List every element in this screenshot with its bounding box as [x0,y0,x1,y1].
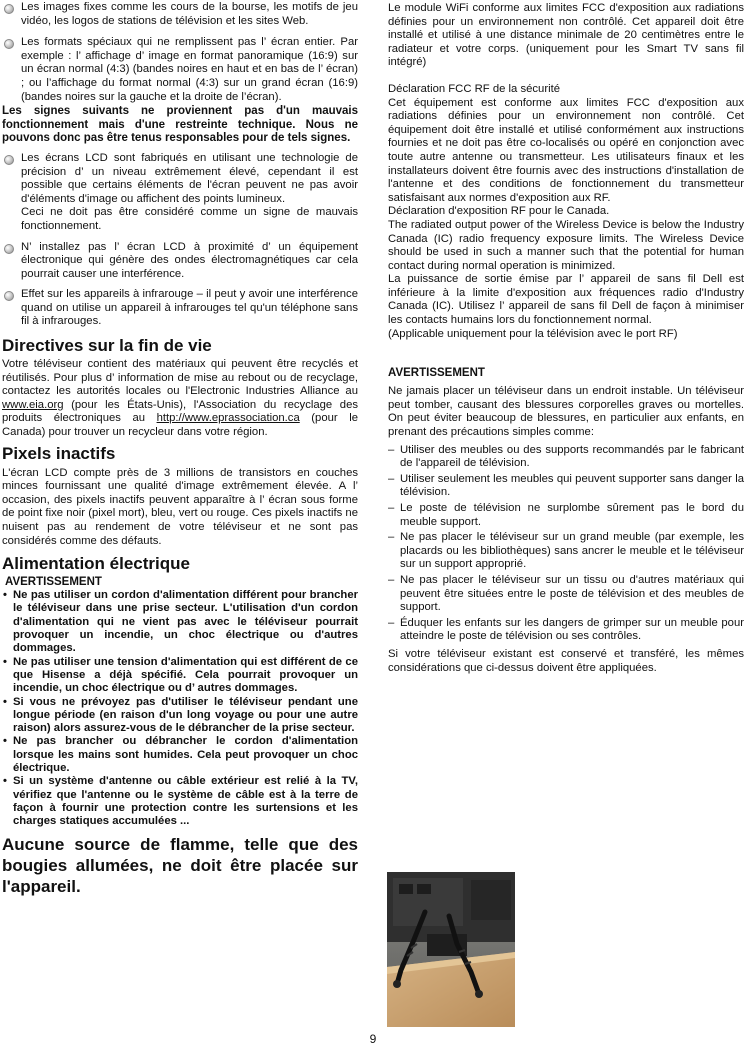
bullet-list-top [2,1,358,104]
eol-text: Votre téléviseur contient des matériaux qui peuvent être recyclés et réutilisés. Pour plus d’ information de mise au rebout ou de recyclage, contactez les autorités locales ou l'Electronic Industries Alliance au www.eia.org (pour les États-Unis), l'Association du recyclage des produits électroniques au http://www.eprassociation.ca (pour le Canada) pour trouver un recycleur dans votre région. [2,358,358,439]
left-column [2,0,358,897]
flame-warning: Aucune source de flamme, telle que des bougies allumées, ne doit être placée sur l'appareil. [2,834,358,896]
power-warning-list [2,589,358,828]
bullet-icon [4,39,14,49]
dash-list [388,444,744,644]
list-item: – Ne pas placer le téléviseur sur un tissu ou d'autres matériaux qui peuvent être situées entre le poste de télévision et des meubles de support. [388,573,744,614]
pixels-heading: Pixels inactifs [2,443,116,463]
canada-title: Déclaration d'exposition RF pour le Canada. [388,205,610,218]
eol-heading: Directives sur la fin de vie [2,336,212,356]
list-item: Les écrans LCD sont fabriqués en utilisant une technologie de précision d’ un niveau extrêmement élevé, cependant il est possible que certains éléments de l'écran peuvent ne pas avoir d'éléments d'image ou affichent des points lumineux. Ceci ne doit pas être considéré comme un signe de mauvais fonctionnement. [2,152,358,234]
bullet-icon [4,155,14,165]
list-item: • Si vous ne prévoyez pas d'utiliser le téléviseur pendant une longue période (en raison d'un long voyage ou pour une autre raison) alors assurez-vous de le débrancher de la prise secteur. [3,695,358,735]
list-item: – Ne pas placer le téléviseur sur un grand meuble (par exemple, les placards ou les bibliothèques) sans ancrer le meuble et le téléviseur sur un support approprié. [388,531,744,571]
tv-anchoring-illustration [387,872,515,1027]
canada-text-en: The radiated output power of the Wireless Device is below the Industry Canada (IC) radio frequency exposure limits. The Wireless Device should be used in such a manner such that the potential for human contact during normal operation is minimized. [388,218,744,272]
list-item: – Utiliser des meubles ou des supports recommandés par le fabricant de l'appareil de télévision. [388,443,744,470]
list-item: • Ne pas utiliser un cordon d'alimentation différent pour brancher le téléviseur dans une prise secteur. L'utilisation d'un cordon d'alimentation qui ne vient pas avec le téléviseur pourrait provoquer un incendie, un choc électrique ou d'autres dommages. [3,589,358,655]
list-item: • Si un système d'antenne ou câble extérieur est relié à la TV, vérifiez que l'antenne ou le système de câble est à la terre de façon à fournir une protection contre les surtensions et les charges statiques accumulées ... [3,775,358,828]
bullet-icon [4,291,14,301]
epra-link[interactable]: http://www.eprassociation.ca [156,412,300,425]
list-item: – Éduquer les enfants sur les dangers de grimper sur un meuble pour atteindre le poste de télévision ou ses contrôles. [388,616,744,643]
warning-text: Ne jamais placer un téléviseur dans un endroit instable. Un téléviseur peut tomber, causant des blessures corporelles graves ou mortelles. On peut éviter beaucoup de blessures, en particulier aux enfants, en prenant des précautions simples comme: [388,385,744,439]
tv-anchoring-photo [387,872,515,1027]
bullet-list-mid [2,152,358,329]
warning-title: AVERTISSEMENT [388,367,485,380]
list-item: – Utiliser seulement les meubles qui peuvent supporter sans danger la télévision. [388,472,744,499]
canada-text-fr: La puissance de sortie émise par l’ appareil de sans fil Dell est inférieure à la limite d'exposition aux fréquences radio d'Industry Canada (IC). Utilisez l’ appareil de sans fil Dell de façon à minimiser les contacts humains lors du fonctionnement normal. [388,273,744,327]
fcc-text: Cet équipement est conforme aux limites FCC d'exposition aux radiations définies pour un environnement non contrôlé. Cet équipement doit être installé et utilisé conformément aux instructions fournies et ne doit pas être co-localisés ou opéré en conjonction avec toute autre antenne ou transmetteur. Les utilisateurs finaux et les installateurs doivent être fournis avec des instructions d'installation de l'antenne et des conditions de fonctionnement du transmetteur satisfaisant aux normes d'exposition aux RF. [388,96,744,204]
list-item: • Ne pas brancher ou débrancher le cordon d'alimentation lorsque les mains sont humides. Cela peut provoquer un choc électrique. [3,735,358,775]
bullet-icon [4,4,14,14]
pixels-text: L'écran LCD compte près de 3 millions de transistors en couches minces fournissant une qualité d'image extrêmement élevée. A l’ occasion, des pixels inactifs peuvent apparaître à l’ écran sous forme de point fixe noir (pixel mort), bleu, vert ou rouge. Ces pixels inactifs ne nuisent pas au rendement de votre téléviseur et ne sont pas considérés comme des défauts. [2,466,358,547]
bullet-icon [4,244,14,254]
list-item: N’ installez pas l’ écran LCD à proximité d’ un équipement électronique qui génère des ondes électromagnétiques car cela pourrait causer une interférence. [2,241,358,282]
right-column [388,0,744,675]
rf-only-note: (Applicable uniquement pour la télévision avec le port RF) [388,327,678,340]
list-item: Effet sur les appareils à infrarouge – il peut y avoir une interférence quand on utilise un appareil à infrarouges tel qu'un téléphone sans fil à infrarouges. [2,288,358,329]
bold-notice: Les signes suivants ne proviennent pas d'un mauvais fonctionnement mais d'une restreinte technique. Nous ne pouvons donc pas être tenus responsables pour de tels signes. [2,105,358,145]
list-item: Les formats spéciaux qui ne remplissent pas l’ écran entier. Par exemple : l’ affichage d’ image en format panoramique (16:9) sur un écran normal (4:3) (bandes noires en haut et en bas de l’ écran) ; ou l’affichage du format normal (4:3) sur un grand écran (16:9) (bandes noires sur la gauche et la droite de l’écran). [2,36,358,104]
fcc-title: Déclaration FCC RF de la sécurité [388,82,561,95]
closing-text: Si votre téléviseur existant est conservé et transféré, les mêmes considérations que ci-dessus doivent être appliquées. [388,647,744,674]
page-number: 9 [369,1032,377,1046]
eia-link[interactable]: www.eia.org [2,398,64,411]
list-item: Les images fixes comme les cours de la bourse, les motifs de jeu vidéo, les logos de stations de télévision et les sites Web. [2,1,358,28]
wifi-text: Le module WiFi conforme aux limites FCC d'exposition aux radiations définies pour un environnement non contrôlé. Cet appareil doit être installé et utilisé à une distance minimale de 20 centimètres entre le radiateur et votre corps. (uniquement pour les Smart TV sans fil intégré) [388,2,744,69]
list-item: • Ne pas utiliser une tension d'alimentation qui est différent de ce que Hisense a déjà spécifié. Cela pourrait provoquer un incendie, un choc électrique ou d’ autres dommages. [3,655,358,695]
power-heading: Alimentation électrique [2,554,190,574]
list-item: – Le poste de télévision ne surplombe sûrement pas le bord du meuble support. [388,502,744,528]
power-warning-title: AVERTISSEMENT [5,576,102,589]
